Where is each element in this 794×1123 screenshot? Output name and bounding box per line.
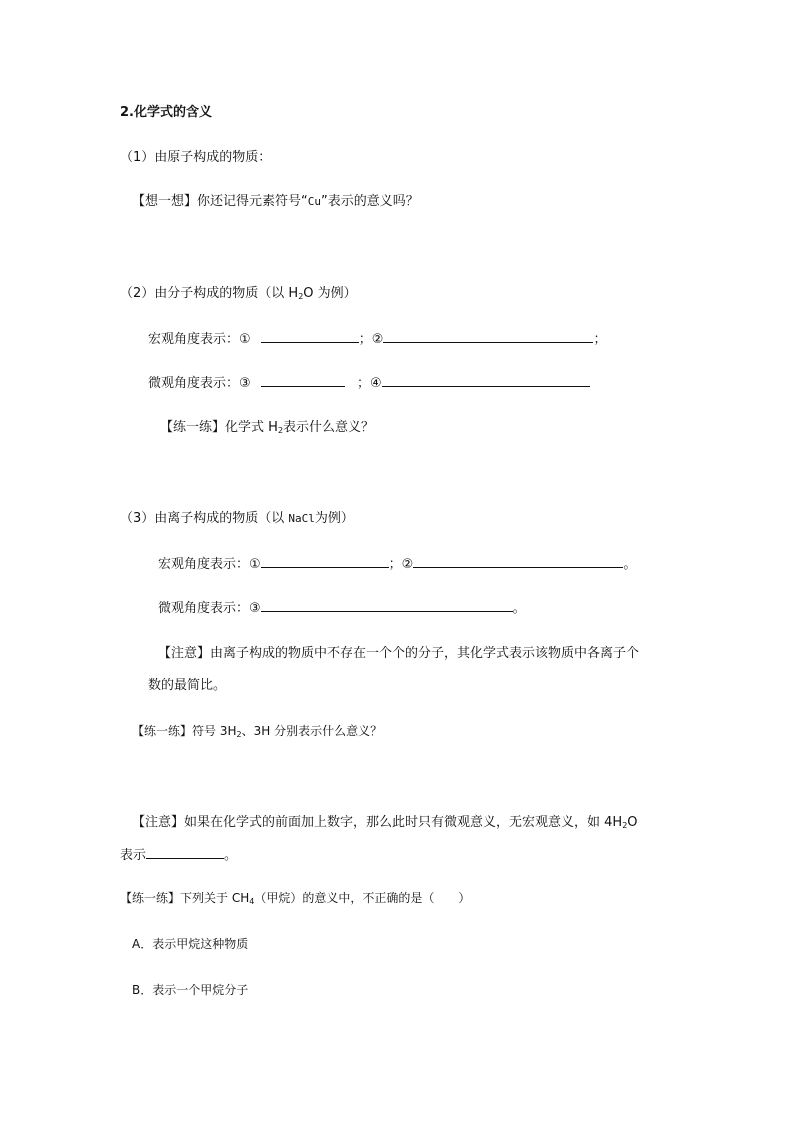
blank-5[interactable]	[261, 555, 389, 568]
note2-text-after: O	[627, 815, 638, 830]
practice3-text-before: 下列关于 CH	[180, 891, 250, 905]
part2-macro-mid: ；②	[358, 332, 384, 347]
part2-heading-before: （2）由分子构成的物质（以 H	[120, 286, 299, 301]
practice3-sub: 4	[249, 897, 255, 906]
part2-heading	[120, 285, 357, 303]
practice3-text-after: （甲烷）的意义中，不正确的是（ ）	[254, 891, 471, 905]
part3-macro-row	[158, 555, 636, 574]
note2-line2-end: 。	[224, 848, 238, 863]
blank-8[interactable]	[146, 846, 224, 859]
blank-1[interactable]	[261, 330, 359, 343]
part2-micro-label: 微观角度表示：③	[148, 376, 251, 391]
practice2	[132, 722, 382, 740]
part3-heading	[120, 510, 354, 528]
note2-text-before: 如果在化学式的前面加上数字，那么此时只有微观意义，无宏观意义，如 4H	[184, 815, 623, 830]
note2-line1	[132, 814, 638, 832]
practice1-tag: 【练一练】	[160, 420, 226, 435]
practice2-sub: 2	[236, 730, 242, 739]
blank-4[interactable]	[382, 374, 590, 387]
think-tag: 【想一想】	[132, 194, 198, 209]
part3-heading-before: （3）由离子构成的物质（以	[120, 511, 289, 526]
note2-sub: 2	[622, 821, 628, 830]
practice2-text-before: 符号 3H	[192, 724, 237, 738]
part3-note-tag: 【注意】	[158, 646, 211, 661]
practice1-sub: 2	[277, 426, 284, 435]
part2-heading-after: O 为例）	[303, 286, 357, 301]
part2-heading-sub: 2	[298, 292, 304, 301]
practice2-tag: 【练一练】	[132, 724, 193, 738]
part3-macro-label: 宏观角度表示：①	[158, 557, 261, 572]
practice3-tag: 【练一练】	[120, 891, 181, 905]
part2-macro-end: ；	[593, 332, 607, 347]
option-b[interactable]: B．表示一个甲烷分子	[132, 983, 249, 997]
part3-note-text1: 由离子构成的物质中不存在一个个的分子，其化学式表示该物质中各离子个	[210, 646, 640, 661]
part2-micro-mid: ；④	[356, 376, 382, 391]
practice2-text-after: 、3H 分别表示什么意义？	[241, 724, 383, 738]
part3-macro-end: 。	[623, 557, 637, 572]
part2-micro-row	[148, 374, 590, 393]
note2-line2-before: 表示	[120, 848, 147, 863]
think-text-after: ”表示的意义吗？	[321, 194, 419, 209]
section-title: 2.化学式的含义	[120, 105, 212, 120]
part3-note-line1	[158, 645, 639, 663]
practice3	[120, 889, 470, 907]
blank-6[interactable]	[413, 555, 623, 568]
part3-heading-formula: NaCl	[288, 512, 315, 525]
part1-heading: （1）由原子构成的物质：	[120, 150, 272, 165]
part3-macro-mid: ；②	[388, 557, 414, 572]
blank-3[interactable]	[261, 374, 345, 387]
think-symbol: Cu	[307, 195, 322, 208]
part3-micro-end: 。	[512, 601, 526, 616]
part3-note-line2: 数的最简比。	[148, 678, 227, 693]
part3-micro-label: 微观角度表示：③	[158, 601, 261, 616]
option-a[interactable]: A．表示甲烷这种物质	[132, 937, 249, 951]
blank-2[interactable]	[383, 330, 593, 343]
part2-macro-row	[148, 330, 606, 349]
blank-7[interactable]	[261, 599, 513, 612]
practice1-text-after: 表示什么意义？	[283, 420, 375, 435]
think-question	[132, 193, 419, 211]
practice1-text-before: 化学式 H	[225, 420, 278, 435]
part2-macro-label: 宏观角度表示：①	[148, 332, 251, 347]
note2-line2	[120, 846, 237, 865]
part3-micro-row	[158, 599, 526, 618]
think-text-before: 你还记得元素符号“	[197, 194, 308, 209]
note2-tag: 【注意】	[132, 815, 185, 830]
practice1	[160, 419, 374, 437]
part3-heading-after: 为例）	[314, 511, 354, 526]
